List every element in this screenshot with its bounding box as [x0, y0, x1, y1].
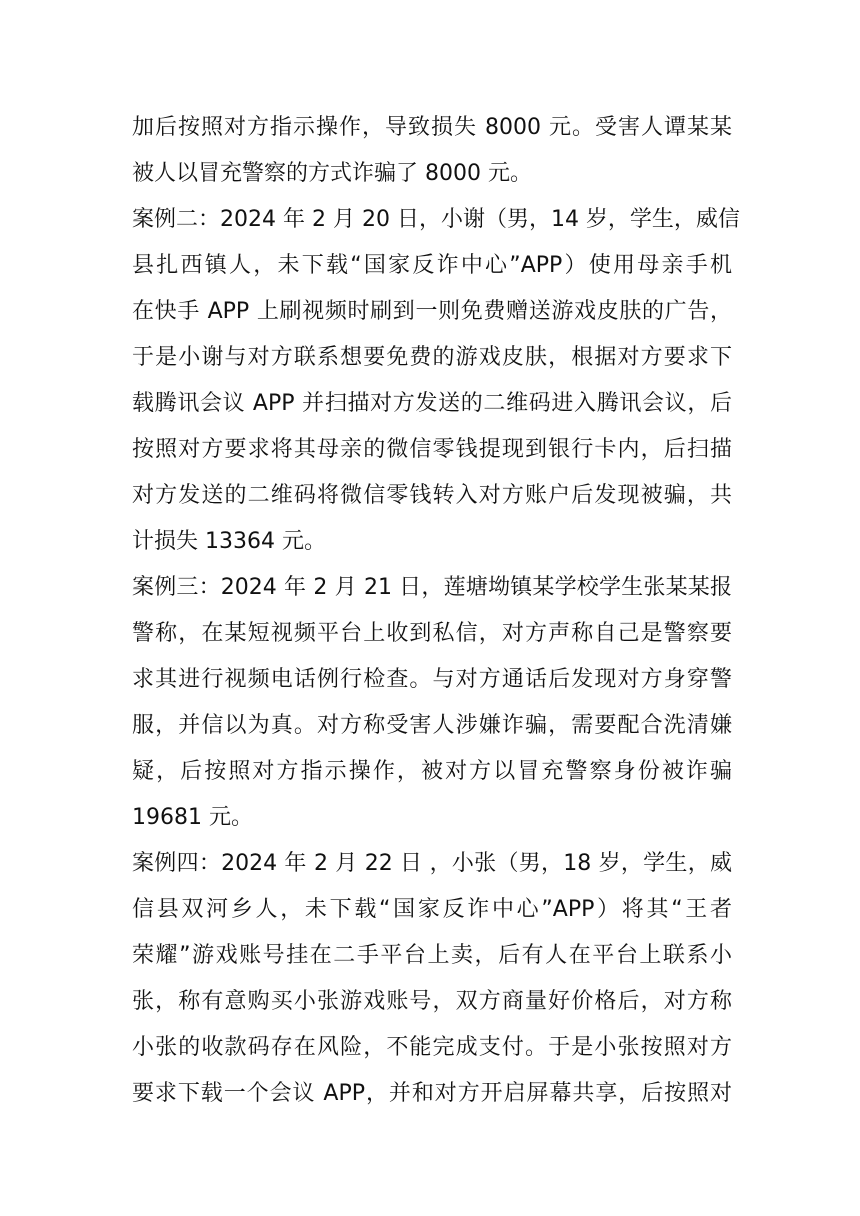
text-line: 按照对方要求将其母亲的微信零钱提现到银行卡内，后扫描: [132, 437, 732, 462]
text-line: 小张的收款码存在风险，不能完成支付。于是小张按照对方: [132, 1035, 732, 1060]
text-line: 求其进行视频电话例行检查。与对方通话后发现对方身穿警: [132, 667, 732, 692]
text-line: 被人以冒充警察的方式诈骗了 8000 元。: [132, 161, 532, 186]
text-line: 于是小谢与对方联系想要免费的游戏皮肤，根据对方要求下: [132, 345, 732, 370]
text-line: 警称，在某短视频平台上收到私信，对方声称自己是警察要: [132, 621, 732, 646]
text-line: 县扎西镇人，未下载“国家反诈中心”APP）使用母亲手机: [132, 253, 732, 278]
text-line: 疑，后按照对方指示操作，被对方以冒充警察身份被诈骗: [132, 759, 732, 784]
text-line: 加后按照对方指示操作，导致损失 8000 元。受害人谭某某: [132, 115, 732, 140]
text-line: 服，并信以为真。对方称受害人涉嫌诈骗，需要配合洗清嫌: [132, 713, 732, 738]
case-2-heading-line: 案例二：2024 年 2 月 20 日，小谢（男，14 岁，学生，威信: [132, 207, 740, 232]
text-line: 荣耀”游戏账号挂在二手平台上卖，后有人在平台上联系小: [132, 943, 732, 968]
case-3-heading-line: 案例三：2024 年 2 月 21 日，莲塘坳镇某学校学生张某某报: [132, 575, 732, 600]
case-4-heading-line: 案例四：2024 年 2 月 22 日 ，小张（男，18 岁，学生，威: [132, 851, 732, 876]
text-line: 19681 元。: [132, 805, 253, 830]
text-line: 对方发送的二维码将微信零钱转入对方账户后发现被骗，共: [132, 483, 732, 508]
text-line: 计损失 13364 元。: [132, 529, 326, 554]
text-line: 张，称有意购买小张游戏账号，双方商量好价格后，对方称: [132, 989, 732, 1014]
text-line: 信县双河乡人，未下载“国家反诈中心”APP）将其“王者: [132, 897, 732, 922]
text-line: 要求下载一个会议 APP，并和对方开启屏幕共享，后按照对: [132, 1081, 732, 1106]
text-line: 在快手 APP 上刷视频时刷到一则免费赠送游戏皮肤的广告，: [132, 299, 732, 324]
text-line: 载腾讯会议 APP 并扫描对方发送的二维码进入腾讯会议，后: [132, 391, 732, 416]
